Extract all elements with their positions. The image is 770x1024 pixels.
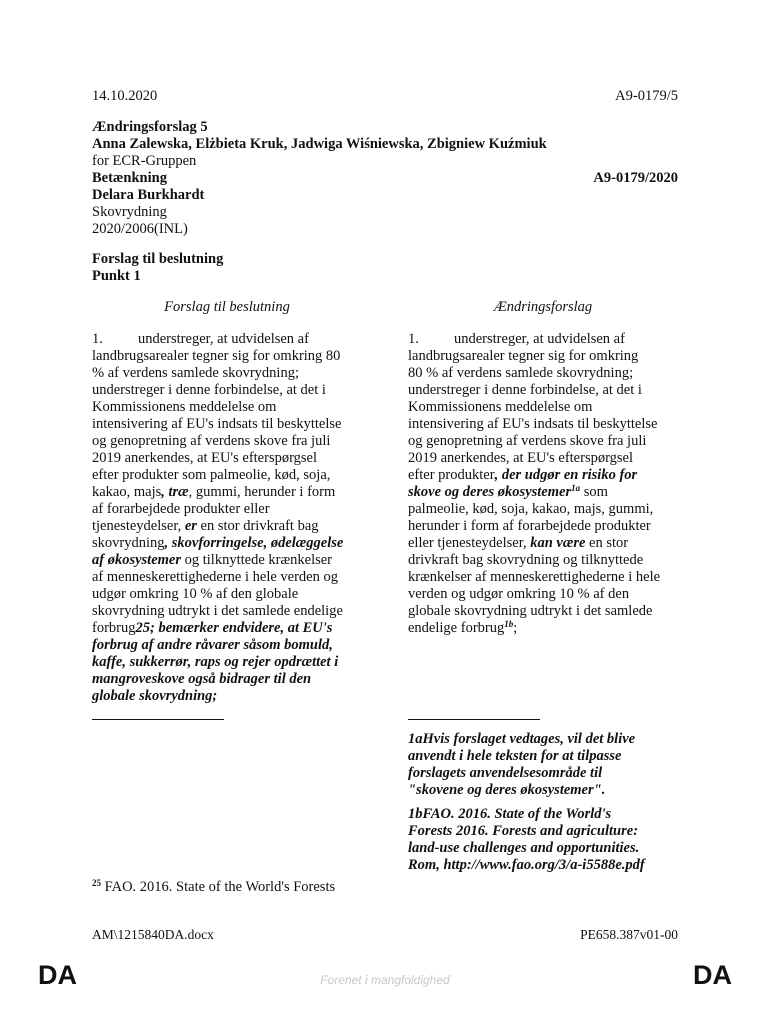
left-footnote-separator [92, 719, 224, 720]
amendment-title: Ændringsforslag 5 [92, 119, 208, 135]
eu-motto: Forenet i mangfoldighed [320, 973, 450, 987]
political-group: for ECR-Gruppen [92, 153, 197, 169]
document-date: 14.10.2020 [92, 88, 158, 104]
page-footnote [92, 879, 335, 896]
meta-block [92, 119, 682, 238]
section-heading [92, 251, 223, 285]
amendment-reference: A9-0179/5 [615, 88, 678, 104]
right-note-1a: 1aHvis forslaget vedtages, vil det blive anvendt i hele teksten for at tilpasse forslagets anvendelsesområde til "skovene og deres økosystemer". [408, 731, 636, 798]
language-code-left: DA [38, 960, 77, 990]
section-title: Forslag til beslutning [92, 251, 224, 267]
footnote-number: 25 [92, 878, 101, 888]
report-label: Betænkning [92, 170, 167, 186]
right-note-1b: 1bFAO. 2016. State of the World's Forests 2016. Forests and agriculture: land-use challenges and opportunities. Rom, http://www.fao.org/3/a-i5588e.pdf [408, 806, 645, 873]
report-reference: A9-0179/2020 [593, 170, 678, 186]
left-column-text: 1. understreger, at udvidelsen af landbrugsarealer tegner sig for omkring 80 % af verdens samlede skovrydning; understreger i denne forbindelse, at det i Kommissionens meddelelse om intensivering af EU's indsats til beskyttelse og genopretning af verdens skove fra juli 2019 anerkendes, at EU's efterspørgsel efter produkter som palmeolie, kød, soja, kakao, majs, træ, gummi, herunder i form af forarbejdede produkter eller tjenesteydelser, er en stor drivkraft bag skovrydning, skovforringelse, ødelæggelse af økosystemer og tilknyttede krænkelser af menneskerettighederne i hele verden og udgør omkring 10 % af den globale skovrydning udtrykt i det samlede endelige forbrug25; bemærker endvidere, at EU's forbrug af andre råvarer såsom bomuld, kaffe, sukkerrør, raps og rejer opdrættet i mangroveskove også bidrager til den globale skovrydning; [92, 331, 344, 704]
paragraph-number: 1. [92, 331, 103, 347]
paragraph-number: 1. [408, 331, 419, 347]
rapporteur: Delara Burkhardt [92, 187, 205, 203]
language-code-right: DA [693, 960, 732, 990]
footnote-ref-1b: 1b [504, 619, 514, 629]
left-column-header: Forslag til beslutning [164, 299, 290, 315]
subject: Skovrydning [92, 204, 167, 220]
footnote-text: FAO. 2016. State of the World's Forests [101, 879, 336, 895]
report-line [92, 170, 682, 187]
right-footnote-separator [408, 719, 540, 720]
right-column-header: Ændringsforslag [493, 299, 593, 315]
section-point: Punkt 1 [92, 268, 141, 284]
right-column-text: 1. understreger, at udvidelsen af landbrugsarealer tegner sig for omkring 80 % af verdens samlede skovrydning; understreger i denne forbindelse, at det i Kommissionens meddelelse om intensivering af EU's indsats til beskyttelse og genopretning af verdens skove fra juli 2019 anerkendes, at EU's efterspørgsel efter produkter, der udgør en risiko for skove og deres økosystemer$^{1a}$ som palmeolie, kød, soja, kakao, majs, gummi, herunder i form af forarbejdede produkter eller tjenesteydelser, kan være en stor drivkraft bag skovrydning og tilknyttede krænkelser af menneskerettighederne i hele verden og udgør omkring 10 % af den globale skovrydning udtrykt i det samlede endelige forbrug$^{1b}$; [408, 331, 661, 636]
procedure-number: 2020/2006(INL) [92, 221, 188, 237]
authors: Anna Zalewska, Elżbieta Kruk, Jadwiga Wiśniewska, Zbigniew Kuźmiuk [92, 136, 547, 152]
pe-reference: PE658.387v01-00 [580, 927, 678, 942]
footnote-ref-1a: 1a [571, 483, 581, 493]
document-filename: AM\1215840DA.docx [92, 927, 214, 942]
